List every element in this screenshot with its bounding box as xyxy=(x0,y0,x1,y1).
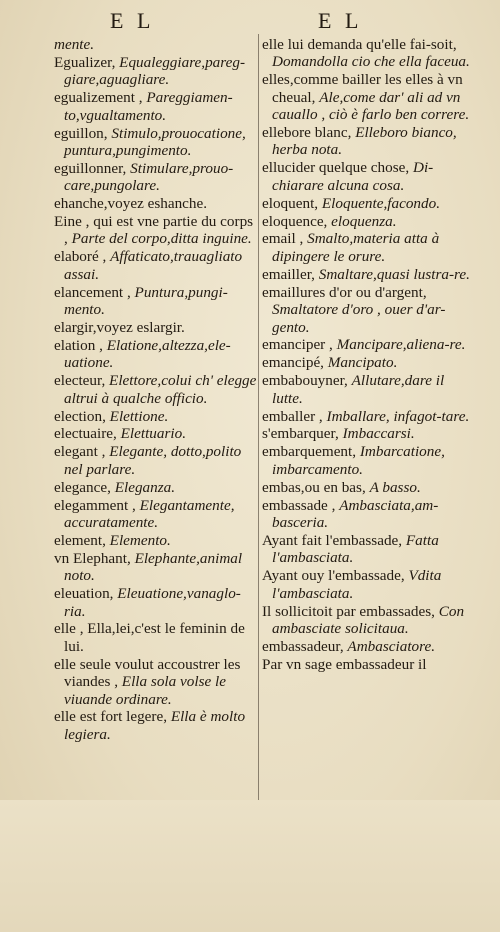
french-headword: Ayant fait l'embassade, xyxy=(262,531,403,549)
italian-translation: Eleganza. xyxy=(114,478,176,496)
italian-translation: Smalto,materia atta à dipingere le orure. xyxy=(272,230,440,265)
italian-translation: Puntura,pungi-mento. xyxy=(64,283,228,319)
french-headword: emancipé, xyxy=(262,354,324,372)
french-headword: elles,comme bailler les elles à vn cheual, xyxy=(262,71,463,106)
header-right: E L xyxy=(318,8,363,33)
french-headword: Par vn sage embassadeur il xyxy=(262,655,427,673)
dictionary-entry xyxy=(262,532,472,567)
italian-translation: Ale,come dar' ali ad vn cauallo , ciò è farlo ben correre. xyxy=(272,88,470,124)
french-headword: elegant , xyxy=(54,443,106,461)
dictionary-entry xyxy=(54,213,258,248)
dictionary-entry xyxy=(262,213,472,230)
dictionary-entry xyxy=(54,532,258,549)
right-column xyxy=(262,36,472,674)
dictionary-entry xyxy=(54,443,258,478)
french-headword: emballer , xyxy=(262,407,323,425)
italian-translation: Mancipare,aliena-re. xyxy=(336,336,466,354)
italian-translation: Elegantamente, accuratamente. xyxy=(64,496,235,531)
french-headword: eleuation, xyxy=(54,585,114,603)
italian-translation: Elettione. xyxy=(109,407,169,425)
dictionary-entry xyxy=(54,319,258,336)
italian-translation: Elleboro bianco, herba nota. xyxy=(272,124,457,159)
french-headword: electeur, xyxy=(54,372,106,390)
dictionary-entry xyxy=(262,124,472,159)
french-headword: embarquement, xyxy=(262,443,357,461)
italian-translation: Ambasciata,am-basceria. xyxy=(272,496,439,531)
french-headword: element, xyxy=(54,531,106,549)
french-headword: elle est fort legere, xyxy=(54,708,168,726)
french-headword: vn Elephant, xyxy=(54,549,131,567)
italian-translation: Mancipato. xyxy=(327,354,398,372)
italian-translation: Con ambasciate solicitaua. xyxy=(272,602,465,637)
dictionary-entry xyxy=(54,479,258,496)
french-headword: emanciper , xyxy=(262,336,333,354)
french-headword: egualizement , xyxy=(54,89,143,107)
italian-translation: Ella sola volse le viuande ordinare. xyxy=(64,673,226,708)
dictionary-entry xyxy=(54,585,258,620)
french-headword: emaillures d'or ou d'argent, xyxy=(262,283,427,301)
french-headword: eloquence, xyxy=(262,212,328,230)
dictionary-entry xyxy=(262,638,472,655)
french-headword: email , xyxy=(262,230,304,248)
italian-translation: Imbarcatione, imbarcamento. xyxy=(272,443,445,478)
italian-translation: Elephante,animal noto. xyxy=(64,549,243,585)
french-headword: elancement , xyxy=(54,283,131,301)
dictionary-entry xyxy=(54,497,258,532)
left-column xyxy=(54,36,258,744)
french-headword: elle , Ella,lei,c'est le feminin de lui. xyxy=(54,620,245,655)
dictionary-entry xyxy=(54,408,258,425)
italian-translation: Elettuario. xyxy=(120,425,186,443)
italian-translation: Ambasciatore. xyxy=(347,637,436,655)
dictionary-entry xyxy=(54,36,258,53)
french-headword: elaboré , xyxy=(54,248,107,266)
dictionary-entry xyxy=(262,354,472,371)
dictionary-entry xyxy=(262,159,472,194)
dictionary-entry xyxy=(262,266,472,283)
italian-translation: mente. xyxy=(54,36,95,53)
dictionary-entry xyxy=(262,603,472,638)
dictionary-entry xyxy=(262,567,472,602)
italian-translation: Affaticato,trauagliato assai. xyxy=(64,248,243,283)
french-headword: embabouyner, xyxy=(262,372,348,390)
dictionary-entry xyxy=(262,408,472,425)
dictionary-entry xyxy=(54,54,258,89)
italian-translation: Elatione,altezza,ele-uatione. xyxy=(64,336,231,372)
italian-translation: Parte del corpo,ditta inguine. xyxy=(71,230,252,248)
italian-translation: A basso. xyxy=(369,478,421,496)
italian-translation: Vdita l'ambasciata. xyxy=(272,567,442,602)
dictionary-entry xyxy=(262,230,472,265)
running-header xyxy=(0,8,500,34)
italian-translation: Stimulare,prouo-care,pungolare. xyxy=(64,159,234,195)
dictionary-entry xyxy=(262,656,472,673)
french-headword: Eine , qui est vne partie du corps , xyxy=(54,213,254,248)
italian-translation: Domandolla cio che ella faceua. xyxy=(272,53,470,71)
dictionary-entry xyxy=(54,248,258,283)
dictionary-entry xyxy=(54,195,258,212)
dictionary-entry xyxy=(54,89,258,124)
dictionary-entry xyxy=(54,550,258,585)
italian-translation: Allutare,dare il lutte. xyxy=(272,372,445,407)
french-headword: s'embarquer, xyxy=(262,425,339,443)
french-headword: elegance, xyxy=(54,478,111,496)
french-headword: elargir,voyez eslargir. xyxy=(54,319,185,336)
dictionary-entry xyxy=(54,425,258,442)
french-headword: eguillonner, xyxy=(54,159,127,177)
italian-translation: Fatta l'ambasciata. xyxy=(272,531,439,567)
dictionary-entry xyxy=(262,71,472,123)
french-headword: embassadeur, xyxy=(262,637,344,655)
dictionary-entry xyxy=(54,656,258,708)
header-left: E L xyxy=(110,8,155,33)
italian-translation: Imbaccarsi. xyxy=(342,425,415,443)
dictionary-entry xyxy=(262,336,472,353)
french-headword: elle seule voulut accoustrer les viandes , xyxy=(54,655,241,691)
french-headword: elegamment , xyxy=(54,496,136,514)
french-headword: emailler, xyxy=(262,265,315,283)
dictionary-entry xyxy=(54,372,258,407)
italian-translation: Elegante, dotto,polito nel parlare. xyxy=(64,443,242,478)
french-headword: embas,ou en bas, xyxy=(262,478,366,496)
french-headword: elle lui demanda qu'elle fai-soit, xyxy=(262,36,457,53)
dictionary-entry xyxy=(54,620,258,655)
italian-translation: Imballare, infagot-tare. xyxy=(326,407,470,425)
french-headword: elation , xyxy=(54,336,103,354)
dictionary-entry xyxy=(262,36,472,71)
dictionary-entry xyxy=(262,479,472,496)
french-headword: ehanche,voyez eshanche. xyxy=(54,195,208,213)
french-headword: ellebore blanc, xyxy=(262,124,352,142)
dictionary-entry xyxy=(54,337,258,372)
french-headword: eloquent, xyxy=(262,194,319,212)
dictionary-entry xyxy=(262,443,472,478)
dictionary-entry xyxy=(262,372,472,407)
dictionary-entry xyxy=(262,497,472,532)
italian-translation: Smaltatore d'oro , ouer d'ar-gento. xyxy=(272,301,446,336)
italian-translation: eloquenza. xyxy=(331,212,397,230)
blank-margin xyxy=(0,800,500,932)
italian-translation: Stimulo,prouocatione, puntura,pungimento. xyxy=(64,124,246,159)
french-headword: ellucider quelque chose, xyxy=(262,159,410,177)
italian-translation: Pareggiamen-to,vgualtamento. xyxy=(64,89,233,124)
dictionary-entry xyxy=(262,425,472,442)
italian-translation: Di-chiarare alcuna cosa. xyxy=(272,159,434,194)
italian-translation: Smaltare,quasi lustra-re. xyxy=(318,265,470,283)
column-divider xyxy=(258,34,259,800)
italian-translation: Eleuatione,vanaglo-ria. xyxy=(64,585,241,620)
dictionary-entry xyxy=(54,125,258,160)
french-headword: election, xyxy=(54,407,106,425)
italian-translation: Elemento. xyxy=(109,531,171,549)
french-headword: embassade , xyxy=(262,496,336,514)
dictionary-entry xyxy=(54,708,258,743)
french-headword: eguillon, xyxy=(54,124,108,142)
dictionary-entry xyxy=(54,284,258,319)
italian-translation: Eloquente,facondo. xyxy=(321,194,440,212)
italian-translation: Ella è molto legiera. xyxy=(64,708,246,743)
french-headword: Ayant ouy l'embassade, xyxy=(262,567,405,585)
french-headword: electuaire, xyxy=(54,425,117,443)
dictionary-entry xyxy=(262,284,472,336)
dictionary-entry xyxy=(54,160,258,195)
dictionary-entry xyxy=(262,195,472,212)
italian-translation: Elettore,colui ch' elegge altrui à qualche officio. xyxy=(64,372,257,407)
italian-translation: Equaleggiare,pareg-giare,aguagliare. xyxy=(64,53,246,89)
french-headword: Il sollicitoit par embassades, xyxy=(262,602,435,620)
french-headword: Egualizer, xyxy=(54,53,116,71)
